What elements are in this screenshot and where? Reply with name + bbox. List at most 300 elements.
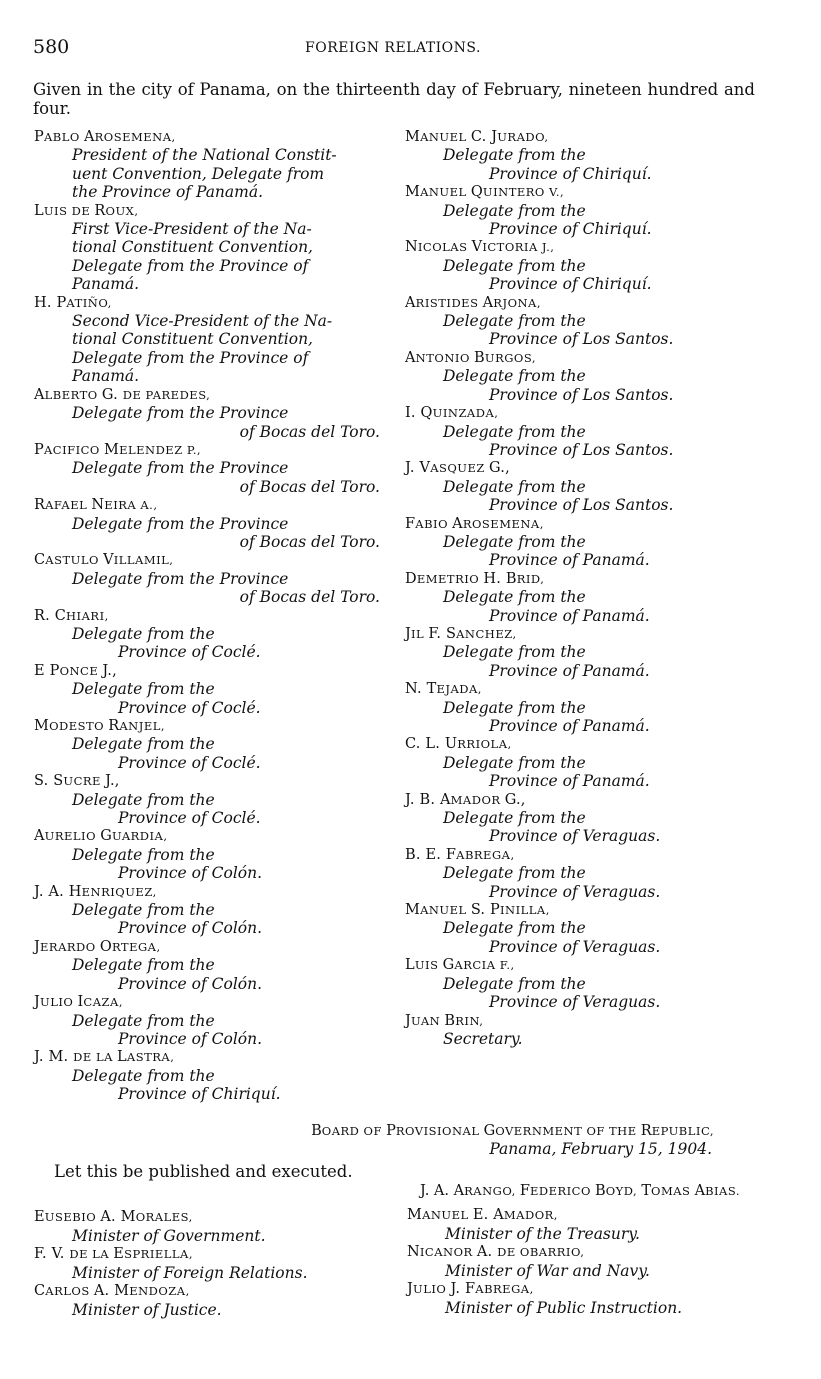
- name-smallcaps-part: ELENDEZ P.,: [119, 442, 202, 457]
- name-capital-part: C. L. U: [405, 736, 458, 753]
- name-capital-part: G.,: [489, 460, 510, 477]
- name-smallcaps-part: ATIÑO,: [66, 295, 112, 310]
- name-smallcaps-part: RANGO,: [464, 1184, 520, 1198]
- role-line: Province of Panamá.: [489, 661, 650, 680]
- name-capital-part: S. P: [470, 902, 501, 919]
- minister-role: Minister of Foreign Relations.: [72, 1263, 308, 1282]
- name-smallcaps-part: ASTULO: [45, 553, 104, 568]
- role-line: Province of Colón.: [118, 864, 263, 883]
- name-capital-part: A: [83, 129, 95, 145]
- signatory-name: [405, 404, 715, 422]
- name-capital-part: R: [34, 497, 46, 514]
- signatory-name: [405, 735, 715, 753]
- name-capital-part: L: [117, 1049, 127, 1066]
- role-line: tional Constituent Convention,: [72, 330, 313, 349]
- name-capital-part: J. B. A: [405, 791, 451, 808]
- board-section: [34, 1122, 740, 1201]
- name-capital-part: E. A: [472, 1207, 504, 1223]
- signatory-role: [405, 257, 715, 294]
- role-line: Delegate from the Province: [72, 459, 289, 478]
- name-capital-part: G: [100, 828, 112, 845]
- signatory-entry: [34, 938, 384, 993]
- signatory-entry: [405, 791, 715, 846]
- name-capital-part: G: [483, 1123, 496, 1139]
- signatory-entry: [34, 827, 384, 882]
- signatory-entry: [34, 883, 384, 938]
- role-line: Delegate from the: [72, 790, 215, 809]
- name-capital-part: N: [407, 1244, 420, 1260]
- name-capital-part: J. F: [450, 1281, 476, 1297]
- board-date: Panama, February 15, 1904.: [489, 1140, 712, 1158]
- name-capital-part: A: [482, 294, 494, 311]
- name-smallcaps-part: AFAEL: [45, 498, 92, 513]
- role-line: Panamá.: [72, 275, 140, 294]
- signatory-role: [405, 754, 715, 791]
- name-smallcaps-part: ROSEMENA,: [462, 516, 544, 531]
- name-capital-part: H. B: [483, 570, 517, 587]
- signatory-role: [34, 680, 384, 717]
- page-number: 580: [33, 36, 70, 58]
- signatory-name: [405, 570, 715, 588]
- name-capital-part: D: [405, 570, 417, 587]
- name-capital-part: F. V.: [34, 1246, 70, 1262]
- name-capital-part: M: [405, 129, 421, 145]
- signatory-role: [405, 643, 715, 680]
- signatory-entry: [405, 570, 715, 625]
- role-line: Delegate from the Province: [72, 569, 289, 588]
- name-capital-part: V: [471, 239, 483, 256]
- minister-role: Minister of Justice.: [72, 1300, 222, 1319]
- signatory-name: [34, 883, 384, 901]
- name-capital-part: J.,: [102, 662, 117, 679]
- name-capital-part: J. M.: [34, 1049, 74, 1066]
- signatory-entry: [405, 846, 715, 901]
- role-line: Province of Los Santos.: [489, 440, 674, 459]
- signatory-name: [405, 238, 715, 256]
- minister-name: [34, 1208, 384, 1227]
- name-smallcaps-part: OVERNMENT OF THE: [495, 1124, 641, 1138]
- role-line: Delegate from the Province of: [72, 256, 309, 275]
- role-line: Province of Veraguas.: [489, 937, 661, 956]
- role-line: Delegate from the: [443, 201, 586, 220]
- signatory-role: [34, 459, 384, 496]
- name-smallcaps-part: EDERICO: [529, 1184, 596, 1198]
- signatory-role: [405, 975, 715, 1012]
- signatory-entry: [34, 202, 384, 294]
- name-capital-part: B. E. F: [405, 846, 457, 863]
- signatory-role: [405, 699, 715, 736]
- name-smallcaps-part: OMAS: [651, 1184, 695, 1198]
- name-smallcaps-part: ABREGA,: [475, 1282, 534, 1296]
- name-smallcaps-part: EPUBLIC,: [651, 1124, 714, 1138]
- name-capital-part: C: [34, 552, 46, 569]
- name-capital-part: R: [640, 1123, 652, 1139]
- role-line: Delegate from the: [443, 864, 586, 883]
- name-smallcaps-part: ODESTO: [49, 719, 109, 733]
- signatory-entry: [405, 735, 715, 790]
- signatory-entry: [405, 183, 715, 238]
- signatory-entry: [34, 717, 384, 772]
- minister-entry: [34, 1208, 384, 1245]
- role-line: Delegate from the: [72, 956, 215, 975]
- name-capital-part: P: [386, 1123, 396, 1139]
- name-capital-part: I. Q: [405, 405, 433, 422]
- role-line: Province of Colón.: [118, 974, 263, 993]
- signatory-entry: [34, 496, 384, 551]
- name-smallcaps-part: ABIO: [415, 516, 453, 531]
- board-title: [34, 1122, 740, 1140]
- role-line: Province of Chiriquí.: [489, 275, 652, 294]
- signatory-role: [34, 146, 384, 201]
- signatory-role: [405, 367, 715, 404]
- role-line: uent Convention, Delegate from: [72, 164, 325, 183]
- name-smallcaps-part: ANUEL: [420, 185, 471, 200]
- name-smallcaps-part: LBERTO: [44, 387, 102, 402]
- minister-entry: [407, 1243, 747, 1280]
- role-line: Delegate from the Province: [72, 404, 289, 423]
- name-smallcaps-part: EJADA,: [436, 682, 482, 697]
- role-line: Province of Chiriquí.: [489, 220, 652, 239]
- name-smallcaps-part: ULIO: [40, 995, 78, 1010]
- name-smallcaps-part: HIARI,: [66, 608, 109, 623]
- name-capital-part: M: [405, 902, 421, 919]
- signatory-name: [405, 515, 715, 533]
- signatory-role: [34, 956, 384, 993]
- signatory-entry: [405, 901, 715, 956]
- name-smallcaps-part: ROVISIONAL: [395, 1124, 484, 1138]
- name-capital-part: G.,: [504, 791, 526, 808]
- name-smallcaps-part: ABREGA,: [456, 847, 515, 862]
- signatory-entry: [34, 128, 384, 202]
- signatory-name: [405, 349, 715, 367]
- role-line: Delegate from the: [72, 845, 215, 864]
- signatory-entry: [405, 956, 715, 1011]
- name-smallcaps-part: NTONIO: [415, 350, 475, 365]
- name-smallcaps-part: UINZADA,: [432, 406, 499, 421]
- role-line: Province of Los Santos.: [489, 330, 674, 349]
- signatory-role: [405, 809, 715, 846]
- name-capital-part: E: [113, 1246, 125, 1262]
- signatory-role: [34, 220, 384, 294]
- signatory-role: [405, 146, 715, 183]
- role-line: Delegate from the: [443, 643, 586, 662]
- signatory-name: [405, 956, 715, 974]
- role-line: Province of Panamá.: [489, 606, 650, 625]
- name-capital-part: M: [405, 184, 421, 201]
- name-capital-part: J: [405, 1012, 412, 1029]
- signatory-entry: [34, 441, 384, 496]
- name-capital-part: I: [77, 994, 84, 1011]
- name-smallcaps-part: ONCE: [59, 663, 103, 678]
- signatory-name: [405, 680, 715, 698]
- name-capital-part: F: [405, 515, 416, 532]
- signatory-name: [34, 496, 384, 514]
- name-capital-part: F. S: [428, 625, 457, 642]
- name-smallcaps-part: ARCIA F.,: [454, 958, 515, 973]
- name-capital-part: A: [34, 828, 45, 845]
- role-line: Delegate from the: [443, 477, 586, 496]
- signatory-role: [405, 1030, 715, 1048]
- name-capital-part: G.: [101, 386, 123, 403]
- name-smallcaps-part: SPRIELLA,: [124, 1247, 194, 1261]
- role-line: Province of Panamá.: [489, 717, 650, 735]
- signatory-name: [34, 827, 384, 845]
- role-line: Delegate from the: [443, 367, 586, 386]
- minister-role: Minister of Government.: [72, 1226, 266, 1245]
- signatory-role: [34, 625, 384, 662]
- signatory-entry: [405, 515, 715, 570]
- name-smallcaps-part: ILLAMIL,: [113, 553, 174, 568]
- signatory-role: [34, 846, 384, 883]
- signatory-name: [405, 1012, 715, 1030]
- page-header: [33, 36, 753, 58]
- signatory-name: [34, 717, 384, 735]
- role-line: Province of Panamá.: [489, 772, 650, 791]
- role-line: Panamá.: [72, 367, 140, 386]
- name-smallcaps-part: MADOR: [450, 792, 505, 807]
- signatory-name: [34, 1048, 384, 1066]
- name-smallcaps-part: ENDOZA,: [129, 1284, 190, 1298]
- minister-name: [34, 1282, 384, 1301]
- signatory-entry: [405, 459, 715, 514]
- signatory-role: [34, 735, 384, 772]
- name-smallcaps-part: OARD OF: [321, 1124, 387, 1138]
- signatory-entry: [405, 349, 715, 404]
- name-capital-part: V: [103, 552, 114, 569]
- name-capital-part: O: [99, 938, 112, 955]
- signatory-role: [405, 478, 715, 515]
- name-smallcaps-part: ICOLAS: [417, 240, 472, 255]
- name-capital-part: A. M: [93, 1283, 130, 1299]
- name-smallcaps-part: INILLA,: [500, 903, 550, 918]
- name-capital-part: G: [442, 957, 455, 974]
- role-line: Delegate from the: [443, 312, 586, 331]
- name-capital-part: C. J: [470, 129, 498, 145]
- signatory-name: [405, 791, 715, 809]
- name-smallcaps-part: RRIOLA,: [457, 737, 512, 752]
- minister-entry: [407, 1206, 747, 1243]
- signatory-entry: [405, 128, 715, 183]
- name-smallcaps-part: ANUEL: [422, 1208, 473, 1222]
- name-smallcaps-part: UINTERO V.,: [482, 185, 565, 200]
- role-line: Delegate from the: [443, 588, 586, 607]
- name-capital-part: B: [474, 349, 485, 366]
- name-capital-part: B: [444, 1012, 456, 1029]
- signatory-role: [405, 588, 715, 625]
- signatory-role: [34, 1067, 384, 1104]
- name-smallcaps-part: ERARDO: [40, 939, 100, 954]
- name-capital-part: M: [104, 441, 120, 458]
- minister-entry: [34, 1282, 384, 1319]
- name-smallcaps-part: DE LA: [69, 1247, 114, 1261]
- name-capital-part: E: [34, 1209, 45, 1225]
- role-line: Province of Colón.: [118, 1029, 263, 1048]
- signatory-role: [34, 570, 384, 607]
- role-line: Province of Los Santos.: [489, 385, 674, 404]
- name-capital-part: N: [91, 497, 105, 514]
- name-capital-part: J: [34, 938, 41, 955]
- minister-name: [34, 1245, 384, 1264]
- name-capital-part: A. M: [100, 1209, 136, 1225]
- name-capital-part: B: [595, 1183, 606, 1199]
- role-line: Delegate from the: [443, 919, 586, 938]
- name-smallcaps-part: ANJEL,: [119, 719, 166, 733]
- role-line: Delegate from the: [443, 532, 586, 551]
- role-line: Province of Chiriquí.: [489, 164, 652, 183]
- name-capital-part: H. P: [34, 294, 67, 311]
- signatory-name: [405, 846, 715, 864]
- role-line: Delegate from the: [443, 422, 586, 441]
- signatory-entry: [405, 294, 715, 349]
- signatory-name: [34, 294, 384, 312]
- name-smallcaps-part: ANUEL: [420, 130, 471, 144]
- publish-statement: Let this be published and executed.: [54, 1162, 353, 1181]
- signatory-entry: [34, 386, 384, 441]
- role-line: Province of Los Santos.: [489, 496, 674, 515]
- name-smallcaps-part: ACIFICO: [43, 442, 105, 457]
- name-capital-part: R: [94, 202, 106, 219]
- role-line: Delegate from the: [72, 680, 215, 699]
- role-line: Secretary.: [443, 1029, 523, 1048]
- name-capital-part: J: [407, 1281, 414, 1297]
- name-capital-part: C: [34, 1283, 46, 1299]
- ministers-right-column: [407, 1206, 747, 1317]
- name-smallcaps-part: RTEGA,: [111, 939, 161, 954]
- name-smallcaps-part: ULIO: [413, 1282, 451, 1296]
- name-smallcaps-part: RIN,: [455, 1013, 484, 1028]
- name-capital-part: R. C: [34, 607, 67, 624]
- role-line: the Province of Panamá.: [72, 183, 264, 202]
- role-line: Delegate from the: [443, 256, 586, 275]
- name-capital-part: P: [34, 441, 44, 458]
- name-capital-part: A: [452, 515, 463, 532]
- name-capital-part: J. V: [405, 460, 431, 477]
- signatory-entry: [34, 551, 384, 606]
- name-capital-part: J. A. H: [34, 883, 82, 900]
- signatory-name: [405, 625, 715, 643]
- role-line: Delegate from the: [443, 146, 586, 165]
- signatory-name: [34, 441, 384, 459]
- name-smallcaps-part: ICANOR: [419, 1245, 477, 1259]
- name-smallcaps-part: URELIO: [44, 829, 101, 844]
- role-line: Delegate from the: [72, 901, 215, 920]
- signatory-entry: [34, 607, 384, 662]
- name-smallcaps-part: ORALES,: [135, 1210, 193, 1224]
- minister-role: Minister of the Treasury.: [445, 1224, 640, 1243]
- signatory-entry: [34, 772, 384, 827]
- name-smallcaps-part: UIS: [414, 958, 443, 973]
- name-capital-part: A: [34, 386, 45, 403]
- name-capital-part: A: [405, 294, 416, 311]
- name-smallcaps-part: UCRE: [63, 774, 106, 789]
- role-line: of Bocas del Toro.: [239, 477, 380, 496]
- role-line: Province of Veraguas.: [489, 993, 661, 1012]
- name-capital-part: T: [641, 1183, 652, 1199]
- name-smallcaps-part: URGOS,: [484, 350, 536, 365]
- signatory-name: [34, 662, 384, 680]
- name-smallcaps-part: ROSEMENA,: [94, 130, 176, 144]
- role-line: Province of Colón.: [118, 919, 263, 938]
- role-line: Province of Coclé.: [118, 809, 261, 828]
- signatory-role: [34, 515, 384, 552]
- signatory-name: [34, 202, 384, 220]
- name-smallcaps-part: BIAS.: [705, 1184, 740, 1198]
- name-capital-part: J.,: [105, 773, 120, 790]
- name-capital-part: N: [405, 239, 418, 256]
- role-line: President of the National Constit-: [72, 146, 337, 165]
- name-capital-part: L: [34, 202, 44, 219]
- name-smallcaps-part: MADOR,: [503, 1208, 558, 1222]
- name-capital-part: A: [405, 349, 416, 366]
- name-capital-part: E P: [34, 662, 60, 679]
- name-smallcaps-part: ASTRA,: [126, 1050, 175, 1065]
- signatory-name: [34, 772, 384, 790]
- name-smallcaps-part: EMETRIO: [416, 571, 484, 586]
- signatory-name: [405, 294, 715, 312]
- signatory-role: [405, 919, 715, 956]
- name-smallcaps-part: OYD,: [605, 1184, 642, 1198]
- signatory-entry: [405, 404, 715, 459]
- name-capital-part: M: [407, 1207, 423, 1223]
- role-line: Delegate from the Province of: [72, 348, 309, 367]
- name-capital-part: S. S: [34, 773, 64, 790]
- name-smallcaps-part: RID,: [516, 571, 545, 586]
- signatory-name: [34, 993, 384, 1011]
- role-line: Delegate from the: [443, 698, 586, 717]
- name-smallcaps-part: USEBIO: [44, 1210, 101, 1224]
- signatories-right-column: [405, 128, 715, 1048]
- name-capital-part: P: [34, 129, 44, 145]
- name-smallcaps-part: ABLO: [43, 130, 84, 144]
- name-smallcaps-part: OUX,: [105, 203, 139, 218]
- name-smallcaps-part: EIRA A.,: [104, 498, 158, 513]
- role-line: Delegate from the: [72, 1011, 215, 1030]
- signatory-name: [405, 901, 715, 919]
- signatory-role: [34, 404, 384, 441]
- name-capital-part: N. T: [405, 681, 437, 698]
- role-line: Province of Coclé.: [118, 698, 261, 717]
- name-smallcaps-part: DE OBARRIO,: [497, 1245, 585, 1259]
- signatory-role: [405, 202, 715, 239]
- minister-entry: [34, 1245, 384, 1282]
- name-capital-part: J: [34, 994, 41, 1011]
- signatory-name: [405, 183, 715, 201]
- name-smallcaps-part: IL: [411, 626, 429, 641]
- minister-name: [407, 1206, 747, 1225]
- role-line: Delegate from the: [443, 809, 586, 828]
- role-line: of Bocas del Toro.: [239, 422, 380, 441]
- role-line: of Bocas del Toro.: [239, 532, 380, 551]
- role-line: Delegate from the Province: [72, 514, 289, 533]
- signatory-entry: [34, 294, 384, 386]
- name-smallcaps-part: ASQUEZ: [430, 461, 490, 476]
- name-smallcaps-part: ENRIQUEZ,: [81, 884, 157, 899]
- minister-role: Minister of Public Instruction.: [445, 1298, 683, 1317]
- signatory-name: [34, 128, 384, 146]
- name-smallcaps-part: URADO,: [497, 130, 549, 144]
- role-line: Province of Veraguas.: [489, 827, 661, 846]
- role-line: Province of Coclé.: [118, 753, 261, 772]
- signatory-role: [34, 901, 384, 938]
- name-smallcaps-part: UAN: [411, 1013, 445, 1028]
- signatory-role: [405, 312, 715, 349]
- signatory-role: [34, 791, 384, 828]
- role-line: Province of Chiriquí.: [118, 1085, 281, 1104]
- signatory-role: [405, 864, 715, 901]
- name-smallcaps-part: CAZA,: [83, 995, 123, 1010]
- name-capital-part: M: [34, 718, 50, 734]
- name-smallcaps-part: UARDIA,: [111, 829, 168, 844]
